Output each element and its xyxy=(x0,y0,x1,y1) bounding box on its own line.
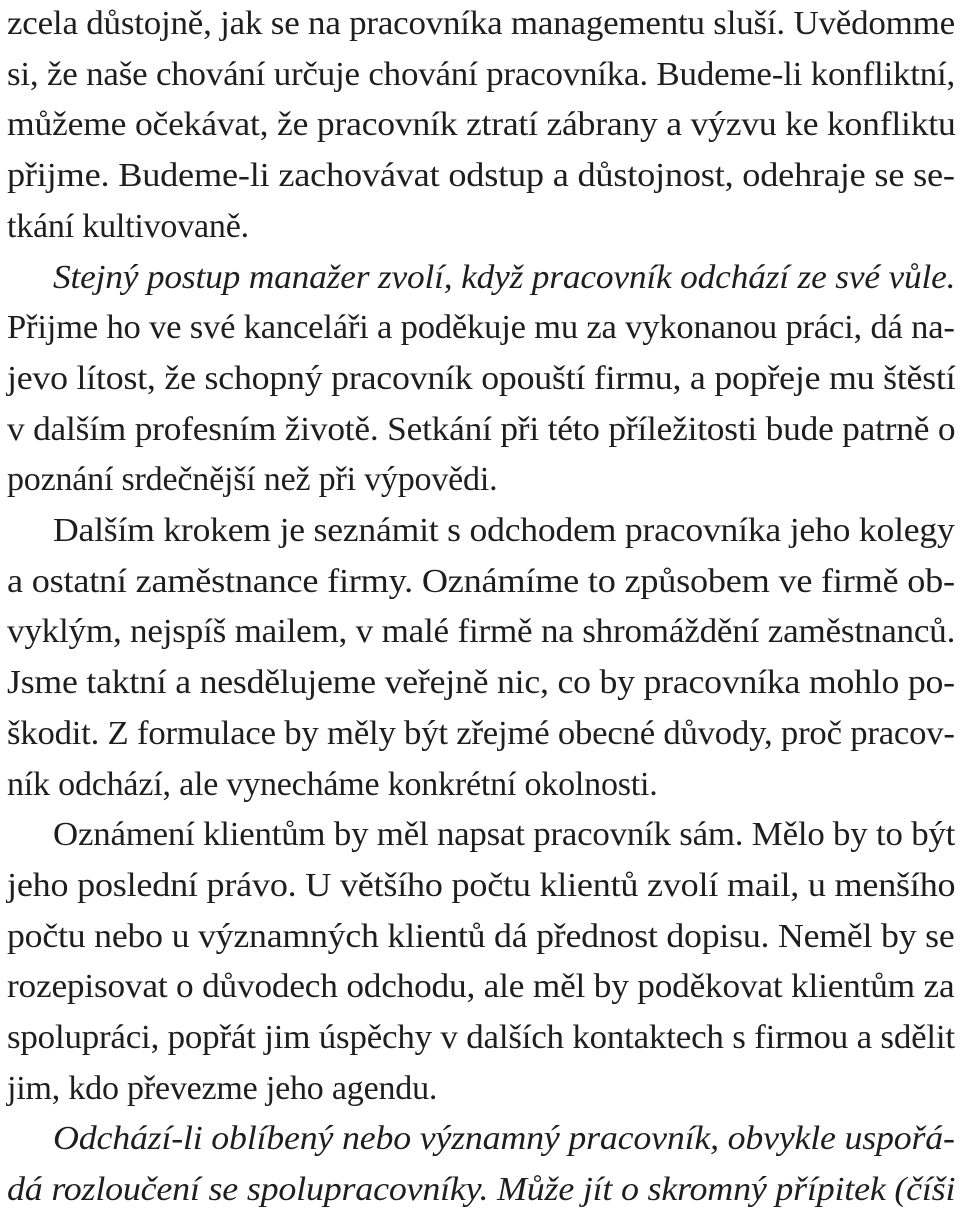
text-line: spolupráci, popřát jim úspěchy v dalších kontaktech s firmou a sdělit xyxy=(7,1019,955,1056)
text-line: Přijme ho ve své kanceláři a poděkuje mu za vykonanou práci, dá na- xyxy=(7,309,955,347)
text-line: poznání srdečnější než při výpovědi. xyxy=(7,461,498,499)
text-line: jim, kdo převezme jeho agendu. xyxy=(7,1069,438,1107)
text-line: ník odchází, ale vynecháme konkrétní okolnosti. xyxy=(7,765,658,803)
text-line: Stejný postup manažer zvolí, když pracovník odchází ze své vůle. xyxy=(53,258,956,296)
text-line: počtu nebo u významných klientů dá přednost dopisu. Neměl by se xyxy=(7,917,955,955)
text-line: škodit. Z formulace by měly být zřejmé obecné důvody, proč pracov- xyxy=(7,714,955,752)
text-line: v dalším profesním životě. Setkání při této příležitosti bude patrně o xyxy=(7,410,956,448)
text-line: dá rozloučení se spolupracovníky. Může jít o skromný přípitek (číši xyxy=(7,1171,956,1209)
text-line: můžeme očekávat, že pracovník ztratí zábrany a výzvu ke konfliktu xyxy=(7,106,956,144)
text-line: rozepisovat o důvodech odchodu, ale měl by poděkovat klientům za xyxy=(7,968,955,1006)
text-line: přijme. Budeme-li zachovávat odstup a důstojnost, odehraje se se- xyxy=(7,157,955,195)
text-line: tkání kultivovaně. xyxy=(7,207,249,245)
text-line: jeho poslední právo. U většího počtu klientů zvolí mail, u menšího xyxy=(7,866,956,904)
text-line: jevo lítost, že schopný pracovník opouští firmu, a popřeje mu štěstí xyxy=(7,359,956,397)
text-line: zcela důstojně, jak se na pracovníka managementu sluší. Uvědomme xyxy=(7,5,955,42)
text-line: a ostatní zaměstnance firmy. Oznámíme to způsobem ve firmě ob- xyxy=(7,562,955,600)
text-line: vyklým, nejspíš mailem, v malé firmě na shromáždění zaměstnanců. xyxy=(7,613,956,651)
text-line: Oznámení klientům by měl napsat pracovník sám. Mělo by to být xyxy=(53,816,956,854)
text-line: Odchází-li oblíbený nebo významný pracovník, obvykle uspořá- xyxy=(53,1120,955,1158)
text-line: Jsme taktní a nesdělujeme veřejně nic, co by pracovníka mohlo po- xyxy=(7,664,955,702)
text-line: Dalším krokem je seznámit s odchodem pracovníka jeho kolegy xyxy=(53,512,955,549)
text-line: si, že naše chování určuje chování pracovníka. Budeme-li konfliktní, xyxy=(7,55,956,93)
